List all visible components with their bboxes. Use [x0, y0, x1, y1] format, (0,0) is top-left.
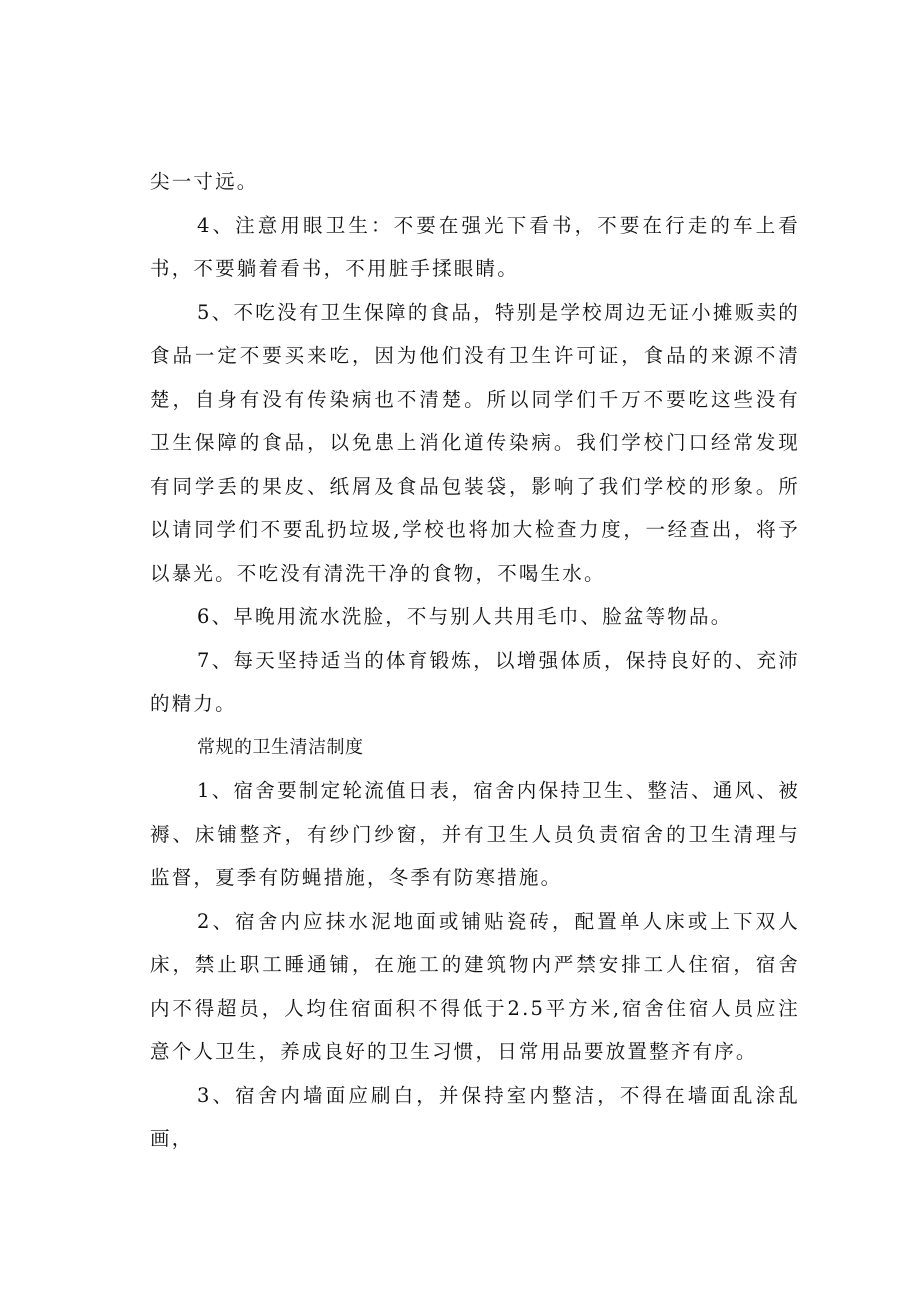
- section-title: 常规的卫生清洁制度: [197, 736, 364, 758]
- paragraph-item-4: 4、注意用眼卫生：不要在强光下看书，不要在行走的车上看书，不要躺着看书，不用脏手揉眼睛。: [150, 213, 800, 280]
- paragraph-continuation: 尖一寸远。: [150, 170, 259, 193]
- rule-item-2: 2、宿舍内应抹水泥地面或铺贴瓷砖，配置单人床或上下双人床，禁止职工睡通铺，在施工的建筑物内严禁安排工人住宿，宿舍内不得超员，人均住宿面积不得低于2.5平方米,宿舍住宿人员应注意个人卫生，养成良好的卫生习惯，日常用品要放置整齐有序。: [150, 909, 800, 1063]
- rule-item-3: 3、宿舍内墙面应刷白，并保持室内整洁，不得在墙面乱涂乱画，: [150, 1083, 800, 1150]
- rule-item-1: 1、宿舍要制定轮流值日表，宿舍内保持卫生、整洁、通风、被褥、床铺整齐，有纱门纱窗，并有卫生人员负责宿舍的卫生清理与监督，夏季有防蝇措施，冬季有防寒措施。: [150, 779, 800, 889]
- paragraph-item-6: 6、早晚用流水洗脸，不与别人共用毛巾、脸盆等物品。: [197, 605, 733, 628]
- document-body: [150, 160, 800, 1161]
- paragraph-item-7: 7、每天坚持适当的体育锻炼，以增强体质，保持良好的、充沛的精力。: [150, 648, 800, 715]
- paragraph-item-5: 5、不吃没有卫生保障的食品，特别是学校周边无证小摊贩卖的食品一定不要买来吃，因为他们没有卫生许可证，食品的来源不清楚，自身有没有传染病也不清楚。所以同学们千万不要吃这些没有卫生保障的食品，以免患上消化道传染病。我们学校门口经常发现有同学丢的果皮、纸屑及食品包装袋，影响了我们学校的形象。所以请同学们不要乱扔垃圾,学校也将加大检查力度，一经查出，将予以暴光。不吃没有清洗干净的食物，不喝生水。: [150, 300, 800, 585]
